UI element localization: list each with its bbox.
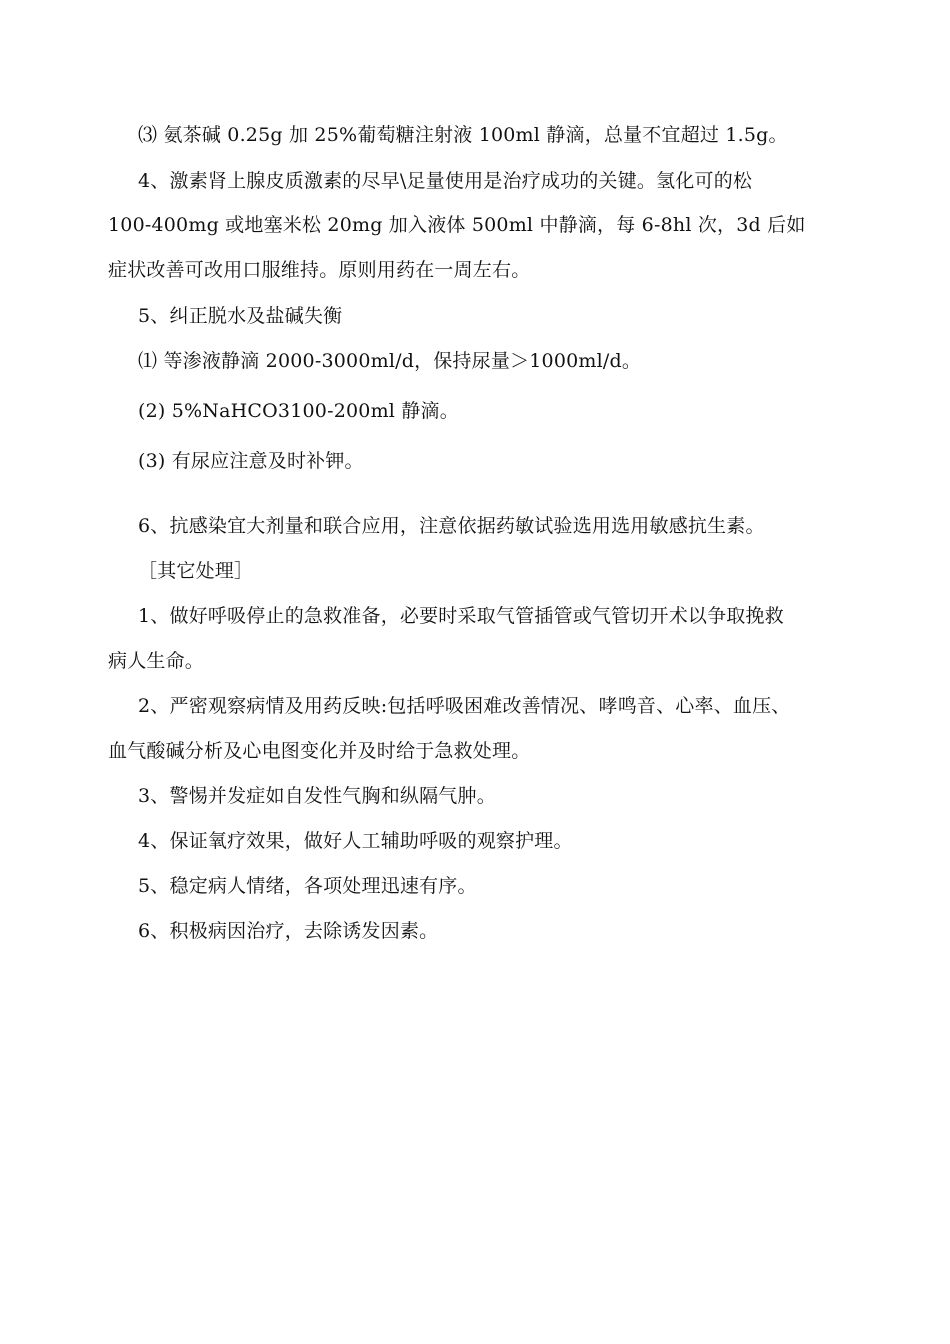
text-line: 6、抗感染宜大剂量和联合应用，注意依据药敏试验选用选用敏感抗生素。 (138, 515, 765, 537)
section-heading: ［其它处理］ (138, 560, 254, 582)
text-line: ⑴ 等渗液静滴 2000-3000ml/d，保持尿量＞1000ml/d。 (138, 350, 642, 372)
text-line: 5、纠正脱水及盐碱失衡 (138, 305, 343, 327)
text-line: 血气酸碱分析及心电图变化并及时给于急救处理。 (108, 740, 531, 762)
text-line: 4、激素肾上腺皮质激素的尽早\足量使用是治疗成功的关键。氢化可的松 (138, 170, 753, 192)
text-line: 4、保证氧疗效果，做好人工辅助呼吸的观察护理。 (138, 830, 573, 852)
text-line: 2、严密观察病情及用药反映:包括呼吸困难改善情况、哮鸣音、心率、血压、 (138, 695, 791, 717)
text-line: 6、积极病因治疗，去除诱发因素。 (138, 920, 439, 942)
text-line: 病人生命。 (108, 650, 205, 672)
text-line: 100-400mg 或地塞米松 20mg 加入液体 500ml 中静滴，每 6-8hl 次，3d 后如 (108, 214, 806, 236)
text-line: (2) 5%NaHCO3100-200ml 静滴。 (138, 400, 459, 422)
text-line: ⑶ 氨茶碱 0.25g 加 25%葡萄糖注射液 100ml 静滴，总量不宜超过 1.5g。 (138, 124, 788, 146)
text-line: 1、做好呼吸停止的急救准备，必要时采取气管插管或气管切开术以争取挽救 (138, 605, 784, 627)
text-line: 5、稳定病人情绪，各项处理迅速有序。 (138, 875, 477, 897)
text-line: 3、警惕并发症如自发性气胸和纵隔气肿。 (138, 785, 496, 807)
text-line: (3) 有尿应注意及时补钾。 (138, 450, 364, 472)
text-line: 症状改善可改用口服维持。原则用药在一周左右。 (108, 259, 531, 281)
